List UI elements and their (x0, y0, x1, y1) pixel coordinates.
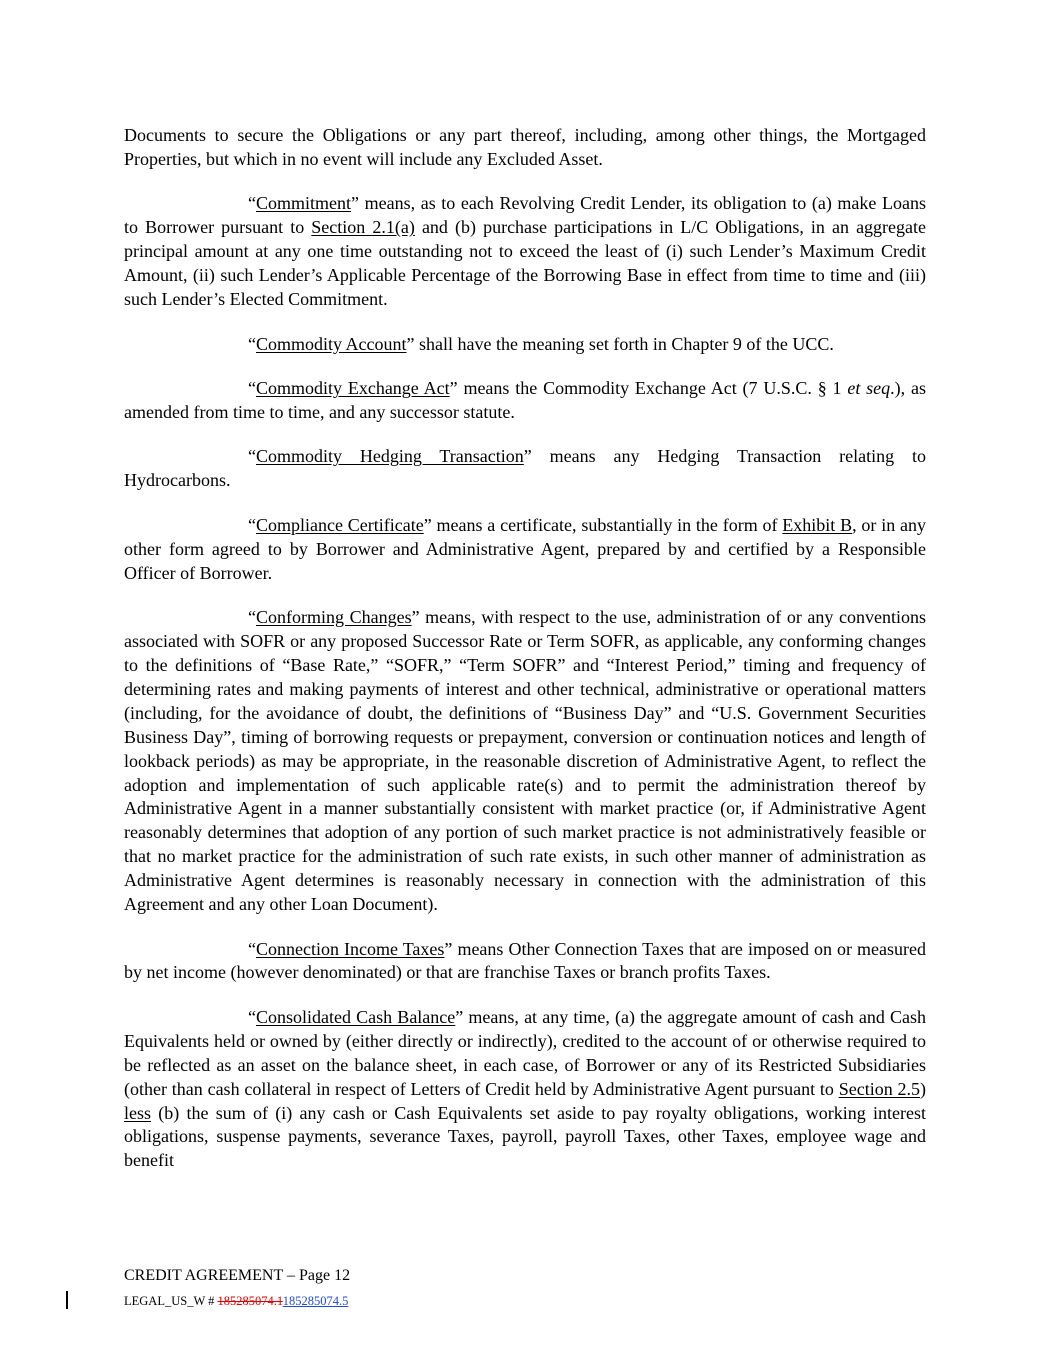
defined-term: Consolidated Cash Balance (256, 1006, 456, 1027)
section-reference: Section 2.5 (838, 1078, 921, 1099)
footer-document-id (124, 1293, 824, 1309)
defined-term: Commodity Hedging Transaction (256, 446, 524, 467)
defined-term: Compliance Certificate (256, 514, 424, 535)
definition-commodity-hedging-transaction: “Commodity Hedging Transaction” means any Hedging Transaction relating to Hydrocarbons. (124, 446, 927, 491)
page-footer (124, 1266, 824, 1309)
doc-id-deleted: 185285074.1 (217, 1294, 283, 1308)
document-body (124, 124, 926, 1194)
italic-text: et seq (847, 378, 891, 399)
defined-term: Commodity Exchange Act (256, 378, 450, 399)
definition-commodity-account: “Commodity Account” shall have the meaning set forth in Chapter 9 of the UCC. (248, 333, 834, 354)
definition-commitment: “Commitment” means, as to each Revolving Credit Lender, its obligation to (a) make Loans to Borrower pursuant to Section 2.1(a) and (b) purchase participations in L/C Obligations, in an aggregate principal amount at any one time outstanding not to exceed the least of (i) such Lender’s Maximum Credit Amount, (ii) such Lender’s Applicable Percentage of the Borrowing Base in effect from time to time and (iii) such Lender’s Elected Commitment. (124, 193, 927, 310)
intro-paragraph (124, 124, 926, 172)
intro-text: Documents to secure the Obligations or any part thereof, including, among other things, the Mortgaged Properties, but which in no event will include any Excluded Asset. (124, 125, 926, 169)
exhibit-reference: Exhibit B (782, 514, 853, 535)
revision-change-bar (66, 1291, 68, 1309)
footer-page-label: CREDIT AGREEMENT – Page 12 (124, 1267, 351, 1284)
defined-term: Commitment (256, 193, 352, 214)
defined-term: Commodity Account (256, 333, 407, 354)
less-term: less (124, 1102, 151, 1123)
definition-connection-income-taxes: “Connection Income Taxes” means Other Connection Taxes that are imposed on or measured by net income (however denominated) or that are franchise Taxes or branch profits Taxes. (124, 938, 926, 983)
definition-commodity-exchange-act: “Commodity Exchange Act” means the Commodity Exchange Act (7 U.S.C. § 1 et seq.), as amended from time to time, and any successor statute. (124, 378, 926, 422)
doc-id-inserted: 185285074.5 (282, 1294, 349, 1308)
defined-term: Conforming Changes (256, 607, 412, 628)
definition-consolidated-cash-balance: “Consolidated Cash Balance” means, at any time, (a) the aggregate amount of cash and Cash Equivalents held or owned by (either directly or indirectly), credited to the account of or otherwise required to be reflected as an asset on the balance sheet, in each case, of Borrower or any of its Restricted Subsidiaries (other than cash collateral in respect of Letters of Credit held by Administrative Agent pursuant to Section 2.5) less (b) the sum of (i) any cash or Cash Equivalents set aside to pay royalty obligations, working interest obligations, suspense payments, severance Taxes, payroll, payroll Taxes, other Taxes, employee wage and benefit (124, 1006, 927, 1171)
definition-conforming-changes: “Conforming Changes” means, with respect to the use, administration of or any conventions associated with SOFR or any proposed Successor Rate or Term SOFR, as applicable, any conforming changes to the definitions of “Base Rate,” “SOFR,” “Term SOFR” and “Interest Period,” timing and frequency of determining rates and making payments of interest and other technical, administrative or operational matters (including, for the avoidance of doubt, the definitions of “Business Day” and “U.S. Government Securities Business Day”, timing of borrowing requests or prepayment, conversion or continuation notices and length of lookback periods) as may be appropriate, in the reasonable discretion of Administrative Agent, to reflect the adoption and implementation of such applicable rate(s) and to permit the administration thereof by Administrative Agent in a manner substantially consistent with market practice (or, if Administrative Agent reasonably determines that adoption of any portion of such market practice is not administratively feasible or that no market practice for the administration of such rate exists, in such other manner of administration as Administrative Agent determines is reasonably necessary in connection with the administration of this Agreement and any other Loan Document). (124, 607, 926, 915)
defined-term: Connection Income Taxes (256, 938, 445, 959)
doc-id-prefix: LEGAL_US_W # (124, 1294, 218, 1308)
section-reference: Section 2.1(a) (311, 217, 415, 238)
definition-compliance-certificate: “Compliance Certificate” means a certificate, substantially in the form of Exhibit B, or in any other form agreed to by Borrower and Administrative Agent, prepared by and certified by a Responsible Officer of Borrower. (124, 514, 926, 583)
